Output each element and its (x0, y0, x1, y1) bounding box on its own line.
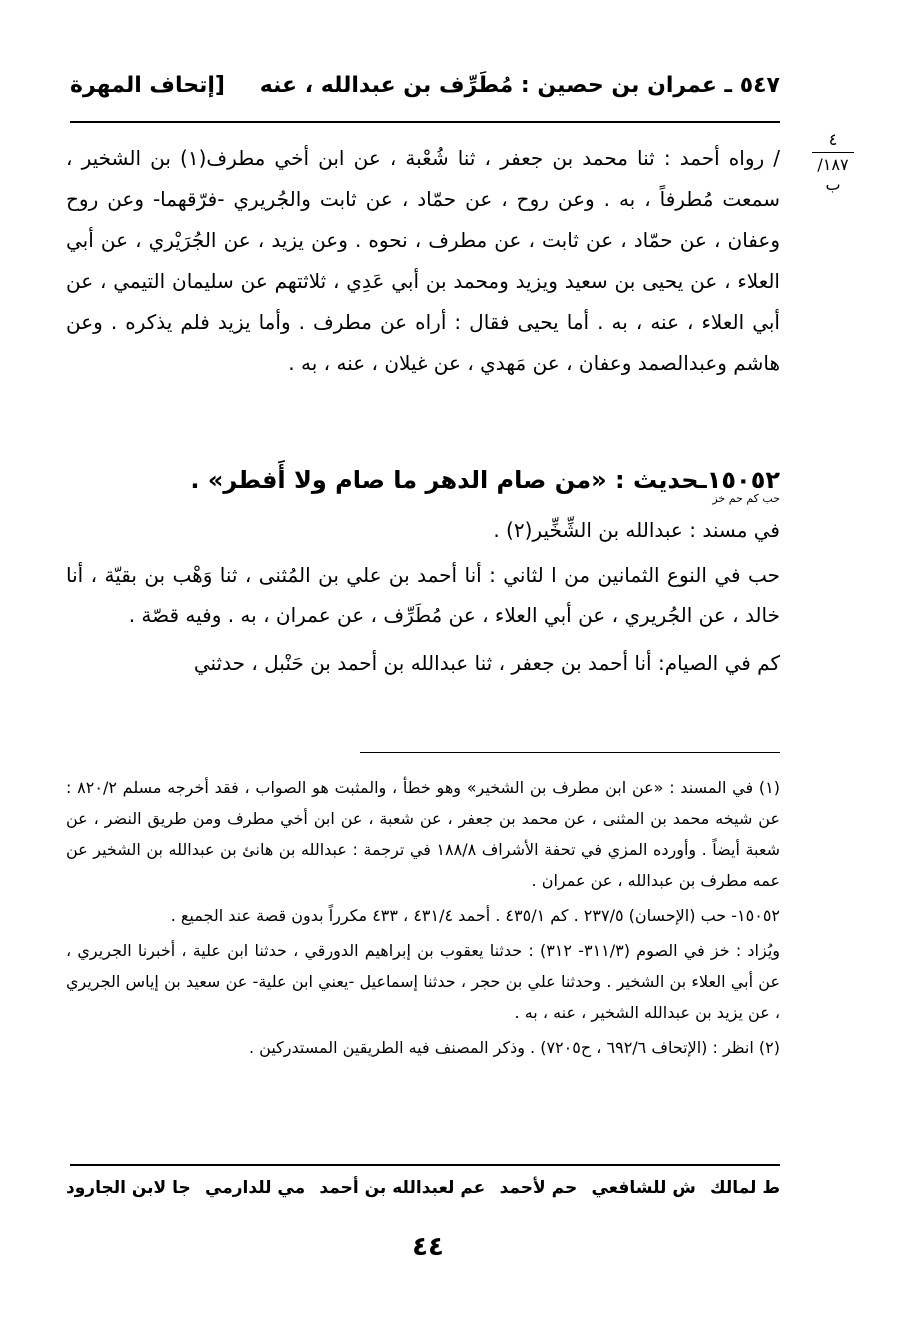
margin-note-top: ٤ (828, 130, 838, 149)
chain-paragraph: كم في الصيام: أنا أحمد بن جعفر ، ثنا عبدالله بن أحمد بن حَنْبل ، حدثني (193, 651, 780, 675)
abbreviations-legend (66, 1178, 780, 1198)
margin-note-divider (812, 152, 854, 153)
chapter-title: ٥٤٧ ـ عمران بن حصين : مُطَرِّف بن عبدالله ، عنه (259, 72, 780, 98)
abbreviations-rule (70, 1164, 780, 1166)
hadith-chains (66, 555, 780, 691)
margin-note-bottom: ١٨٧/ب (817, 155, 849, 194)
abbreviation: جا لابن الجارود (66, 1178, 191, 1198)
main-text (66, 138, 780, 384)
footnote: (٢) انظر : (الإتحاف ٦٩٢/٦ ، ح٧٢٠٥) . وذكر المصنف فيه الطريقين المستدركين . (249, 1038, 780, 1057)
abbreviation: ش للشافعي (591, 1178, 696, 1198)
source-codes: حب كم حم خز (712, 492, 780, 505)
abbreviation: حم لأحمد (499, 1178, 578, 1198)
footnote-rule (360, 752, 780, 753)
abbreviation: عم لعبدالله بن أحمد (319, 1178, 486, 1198)
body-paragraph: / رواه أحمد : ثنا محمد بن جعفر ، ثنا شُعْبة ، عن ابن أخي مطرف(١) بن الشخير ، سمعت مُطرفاً ، به . وعن روح ، عن حمّاد ، عن ثابت والجُريري -فرّقهما- وعن روح وعفان ، عن حمّاد ، عن ثابت ، عن مطرف ، نحوه . وعن يزيد ، عن الجُرَيْري ، عن أبي العلاء ، عن يحيى بن سعيد ويزيد ومحمد بن أبي عَدِي ، ثلاثتهم عن سليمان التيمي ، عن أبي العلاء ، عنه ، به . أما يحيى فقال : أراه عن مطرف . وأما يزيد فلم يذكره . وعن هاشم وعبدالصمد وعفان ، عن مَهدي ، عن غيلان ، عنه ، به . (66, 146, 781, 375)
footnote: ١٥٠٥٢- حب (الإحسان) ٢٣٧/٥ . كم ٤٣٥/١ . أحمد ٤٣١/٤ ، ٤٣٣ مكرراً بدون قصة عند الجميع . (170, 906, 780, 925)
header-rule (70, 121, 780, 123)
footnote: ويُزاد : خز في الصوم (٣١١/٣- ٣١٢) : حدثنا يعقوب بن إبراهيم الدورقي ، حدثنا ابن علية ، أخبرنا الجريري ، عن أبي العلاء بن الشخير . وحدثنا علي بن حجر ، حدثنا إسماعيل -يعني ابن علية- عن سعيد بن إياس الجريري ، عن يزيد بن عبدالله الشخير ، عنه ، به . (66, 941, 781, 1022)
page-header (70, 68, 780, 102)
abbreviation: مي للدارمي (205, 1178, 306, 1198)
abbreviation: ط لمالك (710, 1178, 780, 1198)
margin-note (812, 130, 854, 195)
musnad-line: في مسند : عبدالله بن الشِّخِّير(٢) . (493, 518, 780, 542)
page-number: ٤٤ (412, 1232, 444, 1262)
footnote: (١) في المسند : «عن ابن مطرف بن الشخير» وهو خطأ ، والمثبت هو الصواب ، فقد أخرجه مسلم ٨٢٠/٢ : عن شيخه محمد بن المثنى ، عن محمد بن جعفر ، عن شعبة ، عن ابن أخي مطرف ومن طريق النضر ، عن شعبة أيضاً . وأورده المزي في تحفة الأشراف ١٨٨/٨ في ترجمة : عبدالله بن هانئ بن عبدالله بن الشخير عن عمه مطرف بن عبدالله ، عن عمران . (66, 778, 781, 890)
footnotes (66, 772, 780, 1067)
hadith-title: ١٥٠٥٢ـحديث : «من صام الدهر ما صام ولا أَفطر» . (190, 466, 780, 494)
chain-paragraph: حب في النوع الثمانين من ا لثاني : أنا أحمد بن علي بن المُثنى ، ثنا وَهْب بن بقيّة ، أنا خالد ، عن الجُريري ، عن أبي العلاء ، عن مُطَرِّف ، عن عمران ، به . وفيه قصّة . (66, 563, 780, 627)
book-title: [إتحاف المهرة (70, 72, 225, 98)
